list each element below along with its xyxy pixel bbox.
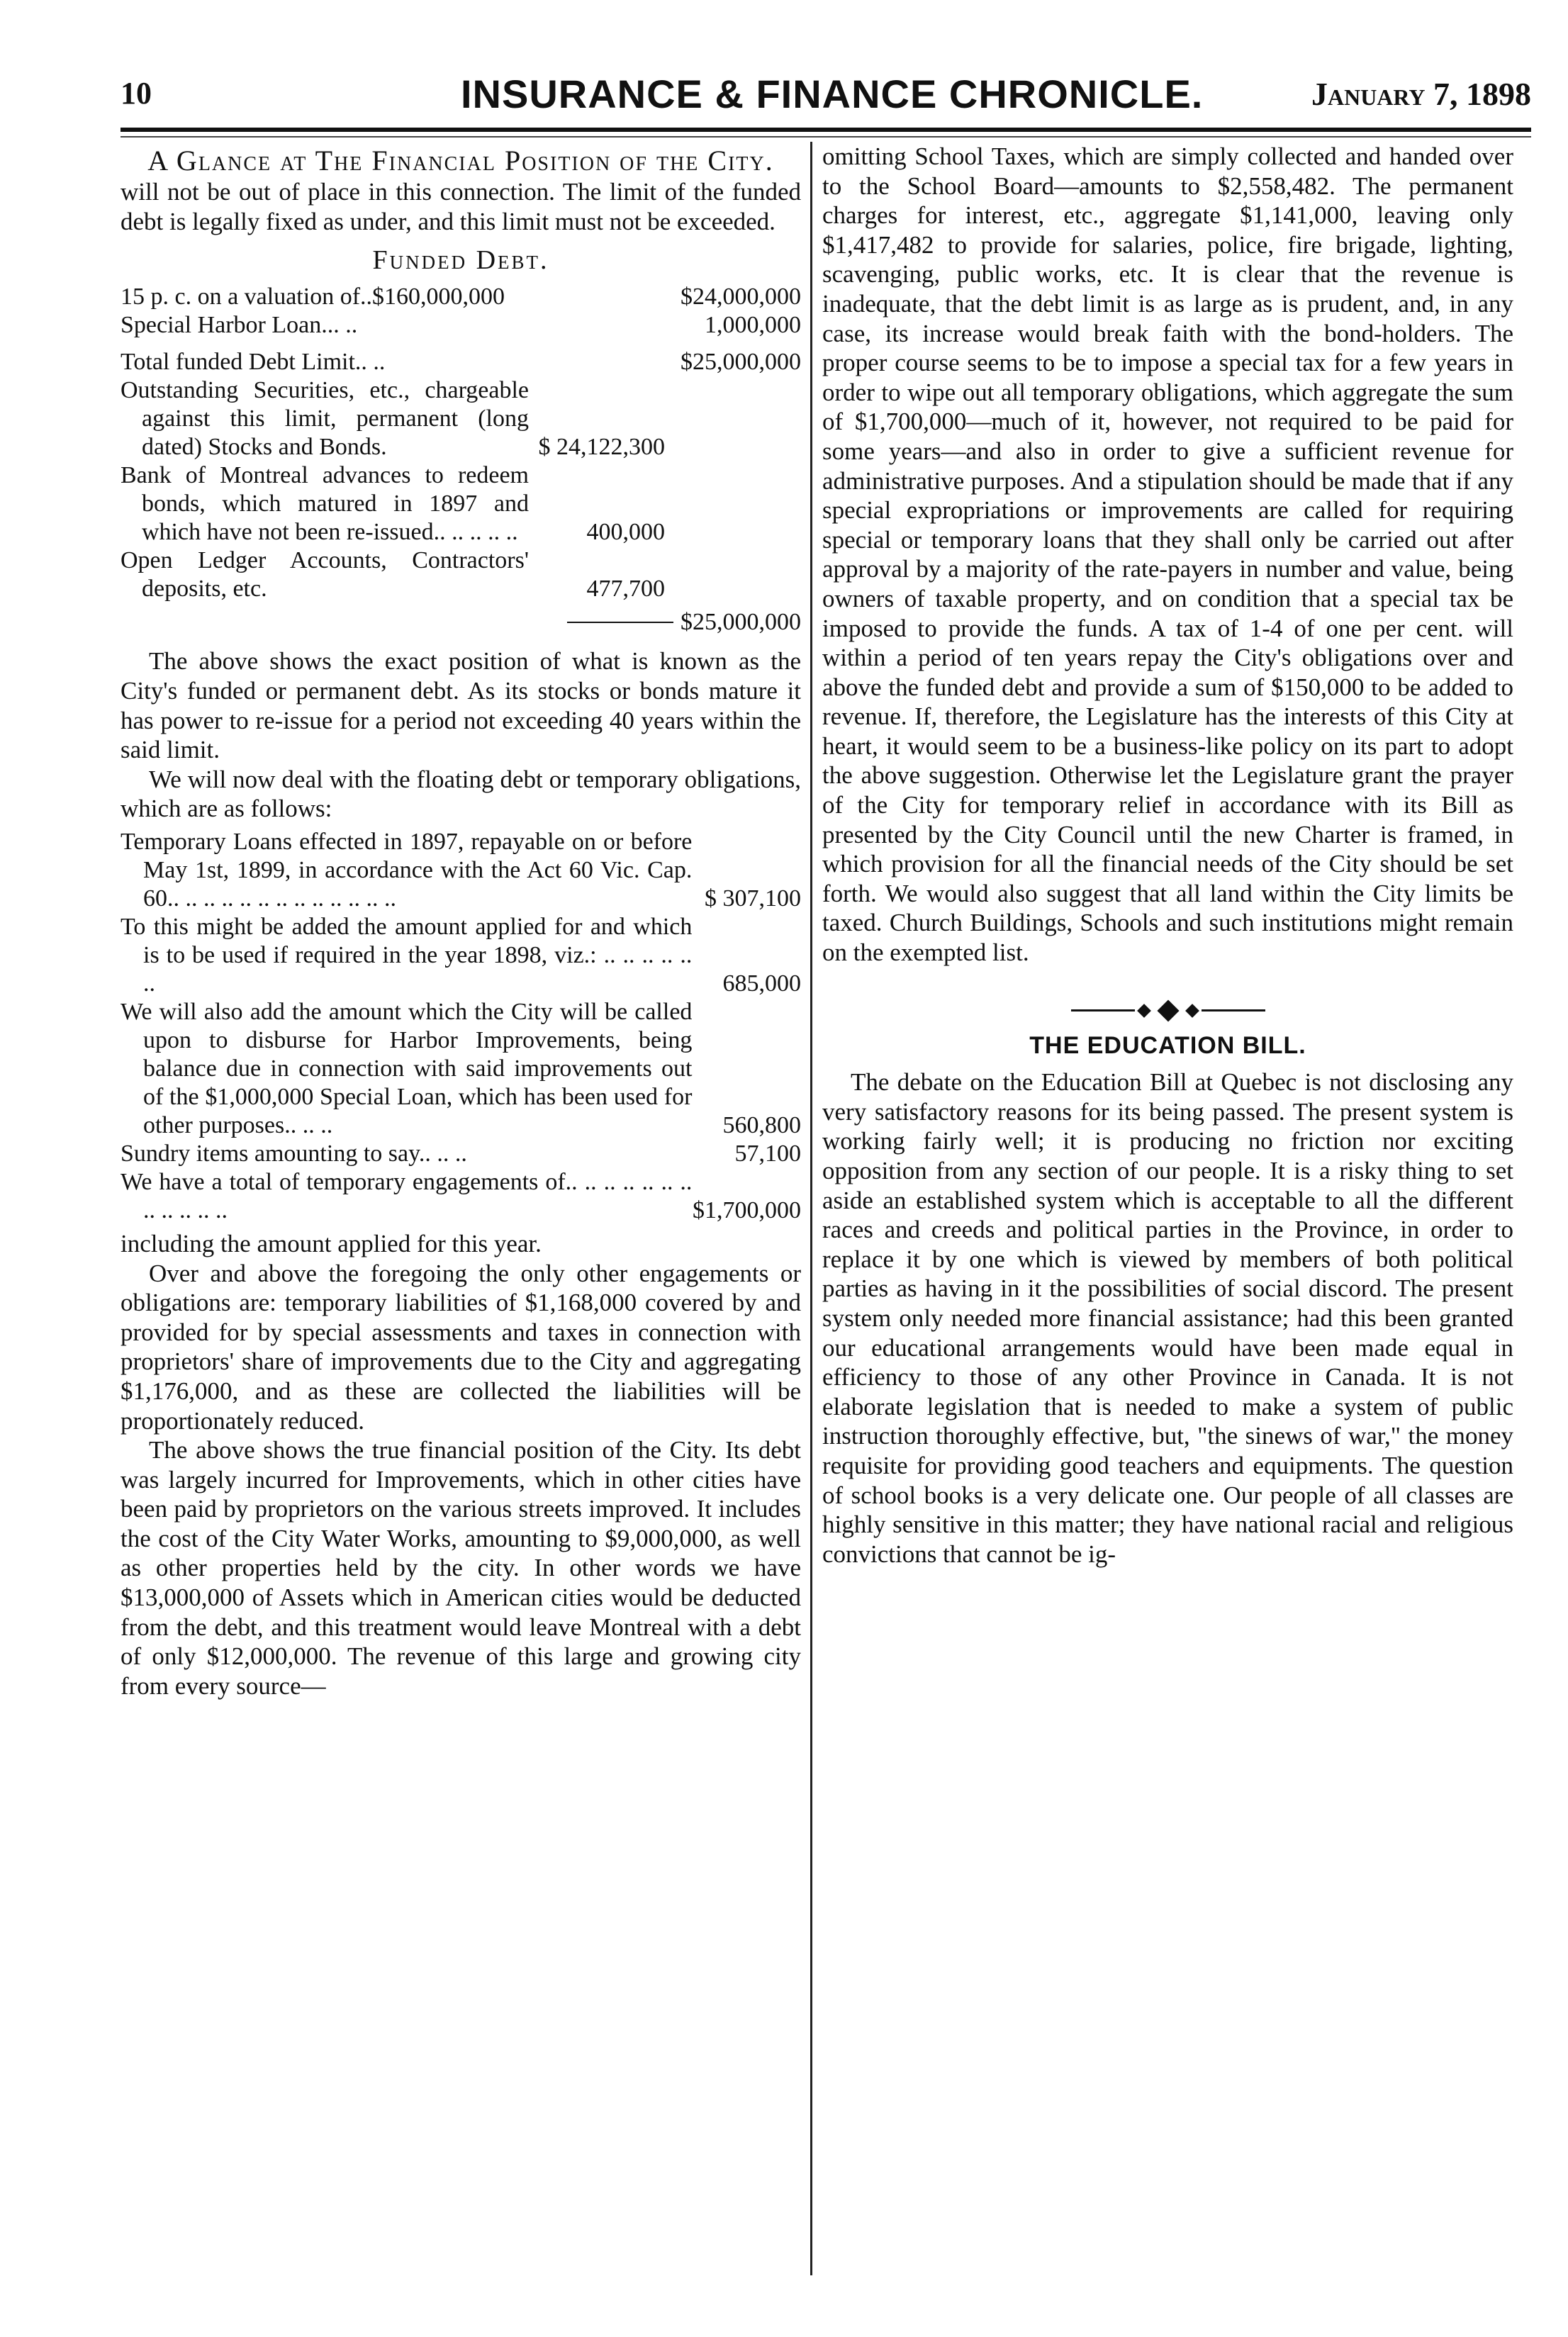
- paragraph: The above shows the true financial position of the City. Its debt was largely incurred for Improvements, which in other cities have been paid by proprietors on the various streets improved. It includes the cost of the City Water Works, amounting to $9,000,000, as well as other properties held by the city. In other words we have $13,000,000 of Assets which in American cities would be deducted from the debt, and this treatment would leave Montreal with a debt of only $12,000,000. The revenue of this large and growing city from every source—: [121, 1436, 801, 1700]
- paragraph: The above shows the exact position of what is known as the City's funded or permanent debt. As its stocks or bonds mature it has power to re-issue for a period not exceeding 40 years within the said limit.: [121, 647, 801, 764]
- ornament-diamond-icon: [1157, 999, 1179, 1021]
- row-amount-col1: 477,700: [586, 575, 665, 602]
- issue-date: January 7, 1898: [1311, 76, 1531, 112]
- page-number: 10: [121, 76, 152, 111]
- table-row: [121, 461, 801, 547]
- row-amount-col2: $24,000,000: [681, 283, 801, 310]
- left-column: [121, 142, 801, 1700]
- section-divider-ornament: [822, 1003, 1513, 1019]
- funded-debt-table: [121, 283, 801, 603]
- row-amount: 685,000: [722, 970, 801, 997]
- row-amount-col1: [529, 311, 665, 340]
- masthead-rule-thin: [121, 136, 1531, 138]
- row-amount-col1: [529, 348, 665, 376]
- total-amount: $25,000,000: [681, 608, 801, 635]
- table-row: [121, 1140, 801, 1168]
- row-amount: $ 307,100: [705, 885, 801, 912]
- row-amount-col2: [665, 376, 801, 461]
- row-label: 15 p. c. on a valuation of..$160,000,000: [121, 283, 505, 310]
- row-label: Sundry items amounting to say.. .. ..: [121, 1140, 467, 1167]
- row-label: Total funded Debt Limit.. ..: [121, 348, 386, 375]
- publication-title: INSURANCE & FINANCE CHRONICLE.: [461, 72, 1204, 116]
- table-row: [121, 828, 801, 913]
- row-amount: $1,700,000: [693, 1196, 801, 1223]
- row-amount-col1: [529, 283, 665, 311]
- masthead-rule: [121, 128, 1531, 132]
- table-row: [121, 998, 801, 1140]
- table-row: [121, 376, 801, 461]
- row-amount-col1: $ 24,122,300: [538, 433, 665, 460]
- ornament-diamond-icon: [1137, 1004, 1151, 1018]
- row-label: Open Ledger Accounts, Contractors' deposits, etc.: [121, 547, 529, 602]
- row-label: To this might be added the amount applied for and which is to be used if required in the year 1898, viz.: .. .. .. .. .. ..: [121, 913, 693, 997]
- table-row: [121, 547, 801, 603]
- column-rule: [810, 142, 812, 2275]
- table-row: [121, 348, 801, 376]
- row-label: Temporary Loans effected in 1897, repayable on or before May 1st, 1899, in accordance with the Act 60 Vic. Cap. 60.. .. .. .. .. .. .. .. .. .. .. .. ..: [121, 828, 693, 912]
- intro-paragraph: will not be out of place in this connection. The limit of the funded debt is legally fixed as under, and this limit must not be exceeded.: [121, 178, 801, 235]
- row-amount-col2: 1,000,000: [705, 311, 801, 338]
- paragraph: We will now deal with the floating debt or temporary obligations, which are as follows:: [121, 765, 801, 823]
- table-row: [121, 913, 801, 998]
- row-amount-col2: [665, 461, 801, 547]
- row-label: Outstanding Securities, etc., chargeable against this limit, permanent (long dated) Stocks and Bonds.: [121, 376, 529, 460]
- section-heading: A Glance at The Financial Position of the City.: [147, 145, 774, 176]
- masthead: [121, 71, 1531, 121]
- continuation-paragraph: omitting School Taxes, which are simply collected and handed over to the School Board—amounts to $2,558,482. The permanent charges for interest, etc., aggregate $1,141,000, leaving only $1,417,482 to provide for salaries, police, fire brigade, lighting, scavenging, public works, etc. It is clear that the revenue is inadequate, that the debt limit is as large as is prudent, and, in any case, its increase would break faith with the bond-holders. The proper course seems to be to impose a special tax for a few years in order to wipe out all temporary obligations, which aggregate the sum of $1,700,000—much of it, however, not required to be paid for some years—and also in order to give a sufficient revenue for administrative purposes. And a stipulation should be made that if any special expropriations or improvements are called for requiring special or temporary loans that they shall only be carried out after approval by a majority of the rate-payers in number and value, being owners of taxable property, and on condition that a special tax be imposed to provide the funds. A tax of 1-4 of one per cent. will within a period of ten years repay the City's obligations over and above the funded debt and provide a sum of $150,000 to be added to revenue. If, therefore, the Legislature has the interests of this City at heart, it would seem to be a business-like policy on its part to adopt the above suggestion. Otherwise let the Legislature grant the prayer of the City for temporary relief in accordance with its Bill as presented by the City Council until the new Charter is framed, in which provision for all the financial needs of the City should be set forth. We would also suggest that all land within the City limits be taxed. Church Buildings, Schools and such institutions might remain on the exempted list.: [822, 142, 1513, 967]
- total-rule: [567, 622, 673, 623]
- table-row: [121, 311, 801, 340]
- table-row: [121, 283, 801, 311]
- table-row: [121, 1168, 801, 1225]
- row-amount: 57,100: [734, 1140, 801, 1167]
- row-amount-col2: [665, 547, 801, 603]
- row-label: We have a total of temporary engagements of.. .. .. .. .. .. .. .. .. .. .. ..: [121, 1168, 693, 1223]
- ornament-diamond-icon: [1185, 1004, 1199, 1018]
- row-amount-col2: $25,000,000: [681, 348, 801, 375]
- row-amount: 560,800: [722, 1111, 801, 1138]
- article-title: THE EDUCATION BILL.: [1029, 1031, 1306, 1059]
- funded-debt-heading: Funded Debt.: [372, 245, 549, 276]
- paragraph: Over and above the foregoing the only other engagements or obligations are: temporary liabilities of $1,168,000 covered by and provided for by special assessments and taxes in connection with proprietors' share of improvements due to the City and aggregating $1,176,000, and as these are collected the liabilities will be proportionately reduced.: [121, 1259, 801, 1435]
- table-footnote: including the amount applied for this year.: [121, 1229, 542, 1257]
- row-label: Special Harbor Loan... ..: [121, 311, 358, 338]
- funded-debt-total: [121, 607, 801, 637]
- right-column: [822, 142, 1513, 1569]
- ornament-line-left: [1071, 1009, 1135, 1011]
- row-label: We will also add the amount which the City will be called upon to disburse for Harbor Improvements, being balance due in connection with said improvements out of the $1,000,000 Special Loan, which has been used for other purposes.. .. ..: [121, 998, 693, 1138]
- ornament-line-right: [1202, 1009, 1265, 1011]
- row-amount-col1: 400,000: [586, 518, 665, 545]
- temporary-obligations-table: [121, 828, 801, 1225]
- row-label: Bank of Montreal advances to redeem bonds, which matured in 1897 and which have not been re-issued.. .. .. .. ..: [121, 461, 529, 545]
- article-body: The debate on the Education Bill at Quebec is not disclosing any very satisfactory reasons for its being passed. The present system is working fairly well; it is producing no friction nor exciting opposition from any section of our people. It is a risky thing to set aside an established system which is acceptable to all the different races and creeds and political parties in the Province, in order to replace it by one which is viewed by members of both political parties as having in it the possibilities of social discord. The present system only needed more financial assistance; had this been granted our educational arrangements would have been made equal in efficiency to those of any other Province in Canada. It is not elaborate legislation that is needed to make a system of public instruction thoroughly effective, but, "the sinews of war," the money requisite for providing good teachers and equipments. The question of school books is a very delicate one. Our people of all classes are highly sensitive in this matter; they have national racial and religious convictions that cannot be ig-: [822, 1068, 1513, 1568]
